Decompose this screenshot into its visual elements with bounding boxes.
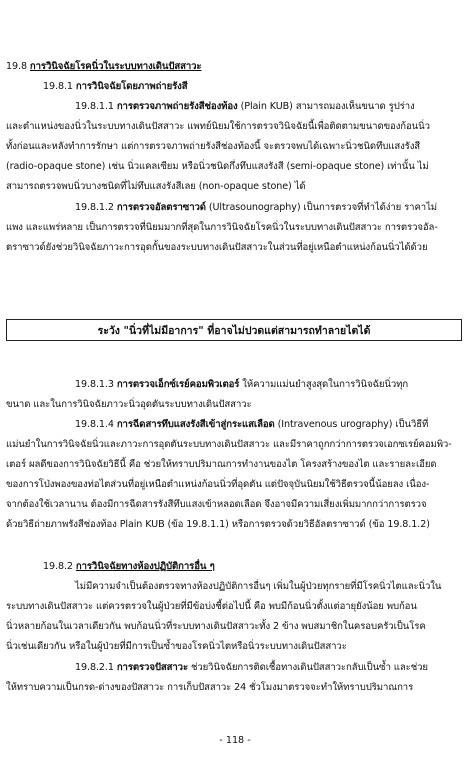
paragraph-19-8-1-4-line [75,418,428,432]
section-number: 19.8 [6,61,27,72]
paragraph-text: (Intravenous urography) เป็นวิธีที่ [277,419,429,430]
section-title: การวินิจฉัยโดยภาพถ่ายรังสี [75,81,188,92]
paragraph-line: ด้วยวิธีถ่ายภาพรังสีช่องท้อง Plain KUB (ข้อ 19.8.1.1) หรือการตรวจด้วยวิธีอัลตราซาวด์ (ข้อ 19.8.1.2) [6,519,430,530]
section-title: การตรวจอัลตราซาวด์ [116,202,206,213]
section-heading-19-8 [6,60,201,74]
paragraph-line: เตอร์ ผลดีของการวินิจฉัยวิธีนี้ คือ ช่วยให้ทราบปริมาณการทำงานของไต โครงสร้างของไต และรายละเอียด [6,459,437,470]
paragraph-line: จากต้องใช้เวลานาน ต้องมีการฉีดสารรังสีทึบแสงเข้าหลอดเลือด จึงอาจมีความเสี่ยงเพิ่มมากกว่าการตรวจ [6,499,427,510]
paragraph-line: ทั้งก่อนและหลังทำการรักษา แต่การตรวจภาพถ่ายรังสีช่องท้องนี้ จะตรวจพบได้เฉพาะนิ่วชนิดทึบแสงรังสี [6,141,421,152]
section-number: 19.8.1 [43,81,73,92]
paragraph-line: (radio-opaque stone) เช่น นิ่วแคลเซียม หรือนิ่วชนิดกึ่งทึบแสงรังสี (semi-opaque stone) เท่านั้น ไม่ [6,161,429,172]
paragraph-line: นิ่วเช่นเดียวกัน หรือในผู้ป่วยที่มีการเป็นซ้ำของโรคนิ่วไตหรือนิ่วระบบทางเดินปัสสาวะ [6,641,347,652]
section-title: การฉีดสารทึบแสงรังสีเข้าสู่กระแสเลือด [116,419,275,430]
section-title: การวินิจฉัยทางห้องปฏิบัติการอื่น ๆ [75,561,215,572]
section-title: การวินิจฉัยโรคนิ่วในระบบทางเดินปัสสาวะ [29,61,202,72]
section-number: 19.8.1.4 [75,419,114,430]
paragraph-line: นิ่วหลายก้อนในเวลาเดียวกัน พบก้อนนิ่วที่ระบบทางเดินปัสสาวะทั้ง 2 ข้าง พบสมาชิกในครอบครัวเป็นโรค [6,621,426,632]
paragraph-text: (Plain KUB) สามารถมองเห็นขนาด รูปร่าง [240,101,415,112]
section-number: 19.8.2 [43,561,73,572]
paragraph-line: ตราซาวด์ยังช่วยวินิจฉัยภาวะการอุดกั้นของระบบทางเดินปัสสาวะในส่วนที่อยู่เหนือตำแหน่งก้อนนิ่วได้ด้วย [6,242,428,253]
paragraph-line: ให้ทราบความเป็นกรด-ด่างของปัสสาวะ การเก็บปัสสาวะ 24 ชั่วโมงมาตรวจจะทำให้ทราบปริมาณการ [6,682,414,693]
section-heading-19-8-2 [43,560,215,574]
paragraph-19-8-1-3-line [75,378,408,392]
paragraph-19-8-1-1-line [75,100,415,114]
section-number: 19.8.2.1 [75,662,114,673]
section-title: การตรวจภาพถ่ายรังสีช่องท้อง [116,101,238,112]
paragraph-line: ของการโป่งพองของท่อไตส่วนที่อยู่เหนือตำแหน่งก้อนนิ่วที่อุดตัน แต่ปัจจุบันนิยมใช้วิธีตรวจนี้น้อยลง เนื่อง- [6,479,430,490]
section-number: 19.8.1.3 [75,379,114,390]
paragraph-line: สามารถตรวจพบนิ่วบางชนิดที่ไม่ทึบแสงรังสีเลย (non-opaque stone) ได้ [6,181,306,192]
paragraph-line: และตำแหน่งของนิ่วในระบบทางเดินปัสสาวะ แพทย์นิยมใช้การตรวจวินิจฉัยนี้เพื่อติดตามขนาดของก้อนนิ่ว [6,121,430,132]
warning-box [6,319,462,341]
page-number: - 118 - [219,735,251,746]
paragraph-line: ระบบทางเดินปัสสาวะ แต่ควรตรวจในผู้ป่วยที่มีข้อบ่งชี้ต่อไปนี้ คือ พบมีก้อนนิ่วตั้งแต่อายุยังน้อย พบก้อน [6,601,417,612]
paragraph-text: ให้ความแม่นยำสูงสุดในการวินิจฉัยนิ่วทุก [242,379,409,390]
paragraph-text: (Ultrasounography) เป็นการตรวจที่ทำได้ง่าย ราคาไม่ [208,202,438,213]
section-title: การตรวจปัสสาวะ [116,662,188,673]
paragraph-line: แม่นยำในการวินิจฉัยนิ่วและภาวะการอุดตันระบบทางเดินปัสสาวะ และมีราคาถูกกว่าการตรวจเอกซเรย์คอมพิว- [6,439,452,450]
paragraph-line: ไม่มีความจำเป็นต้องตรวจทางห้องปฏิบัติการอื่นๆ เพิ่มในผู้ป่วยทุกรายที่มีโรคนิ่วไตและนิ่วใน [75,581,442,592]
paragraph-line: แพง และแพร่หลาย เป็นการตรวจที่นิยมมากที่สุดในการวินิจฉัยโรคนิ่วในระบบทางเดินปัสสาวะ การตรวจอัล- [6,222,438,233]
section-heading-19-8-1 [43,80,188,94]
section-number: 19.8.1.1 [75,101,114,112]
section-number: 19.8.1.2 [75,202,114,213]
paragraph-line: ขนาด และในการวินิจฉัยภาวะนิ่วอุดตันระบบทางเดินปัสสาวะ [6,399,252,410]
section-title: การตรวจเอ็กซ์เรย์คอมพิวเตอร์ [116,379,240,390]
paragraph-text: ช่วยวินิจฉัยการติดเชื้อทางเดินปัสสาวะกลับเป็นซ้ำ และช่วย [190,662,428,673]
warning-text: ระวัง "นิ่วที่ไม่มีอาการ" ที่อาจไม่ปวดแต่สามารถทำลายไตได้ [97,324,371,337]
paragraph-19-8-1-2-line [75,201,437,215]
paragraph-19-8-2-1-line [75,661,428,675]
